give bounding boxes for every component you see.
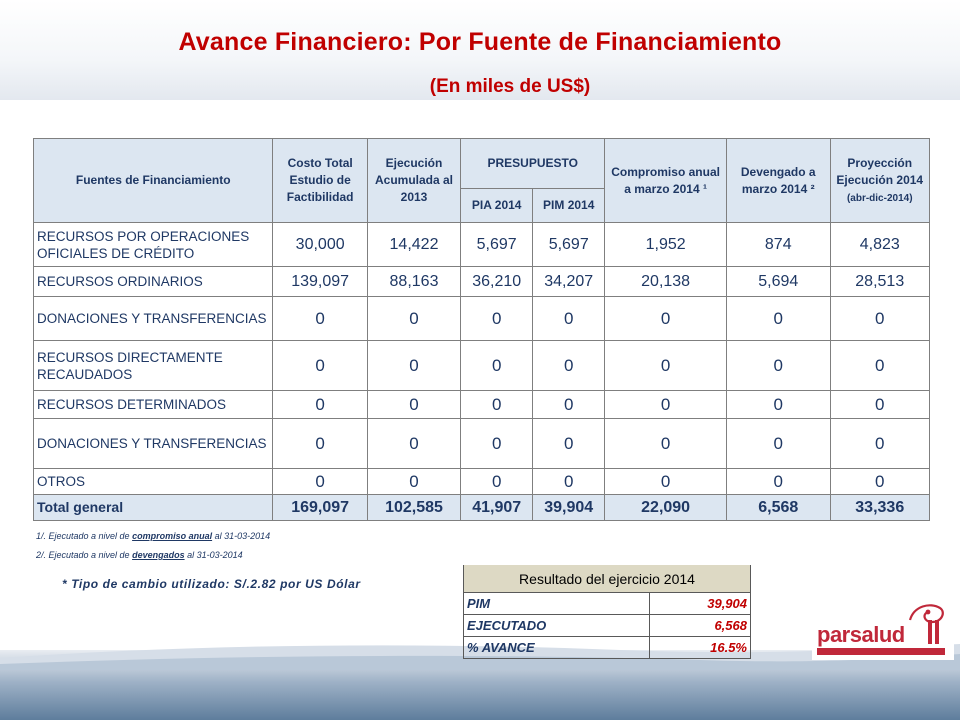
value-cell: 1,952 <box>605 223 727 267</box>
footnote-2-prefix: 2/. Ejecutado a nivel de <box>36 550 133 560</box>
footnote-2-emphasis: devengados <box>132 550 185 560</box>
logo-text: parsalud <box>817 622 905 647</box>
value-cell: 36,210 <box>461 267 533 297</box>
value-cell: 5,694 <box>727 267 831 297</box>
table-header-row <box>34 139 930 189</box>
value-cell: 5,697 <box>533 223 605 267</box>
result-header-row <box>464 565 751 593</box>
value-cell: 874 <box>727 223 831 267</box>
value-cell: 0 <box>727 341 831 391</box>
result-value: 39,904 <box>650 593 751 615</box>
header-ejecucion: Ejecución Acumulada al 2013 <box>367 139 460 223</box>
result-row-pim <box>464 593 751 615</box>
header-fuentes: Fuentes de Financiamiento <box>34 139 273 223</box>
table-row <box>34 223 930 267</box>
result-row-ejecutado <box>464 615 751 637</box>
value-cell: 0 <box>830 341 930 391</box>
page-subtitle: (En miles de US$) <box>429 76 591 97</box>
table-row <box>34 391 930 419</box>
value-cell: 169,097 <box>273 495 367 521</box>
source-cell: RECURSOS POR OPERACIONES OFICIALES DE CRÉDITO <box>34 223 273 267</box>
source-cell: OTROS <box>34 469 273 495</box>
value-cell: 0 <box>461 391 533 419</box>
header-devengado: Devengado a marzo 2014 ² <box>727 139 831 223</box>
result-table <box>463 565 751 659</box>
footnote-2 <box>36 550 243 560</box>
value-cell: 4,823 <box>830 223 930 267</box>
table-body <box>34 223 930 521</box>
table-row <box>34 341 930 391</box>
value-cell: 5,697 <box>461 223 533 267</box>
value-cell: 0 <box>273 341 367 391</box>
value-cell: 0 <box>533 297 605 341</box>
header-presupuesto: PRESUPUESTO <box>461 139 605 189</box>
value-cell: 0 <box>533 469 605 495</box>
value-cell: 0 <box>605 419 727 469</box>
value-cell: 0 <box>830 469 930 495</box>
value-cell: 0 <box>533 341 605 391</box>
source-cell: RECURSOS DIRECTAMENTE RECAUDADOS <box>34 341 273 391</box>
value-cell: 0 <box>605 469 727 495</box>
footnote-1 <box>36 531 270 541</box>
value-cell: 0 <box>605 341 727 391</box>
value-cell: 41,907 <box>461 495 533 521</box>
value-cell: 0 <box>727 391 831 419</box>
source-cell: DONACIONES Y TRANSFERENCIAS <box>34 297 273 341</box>
source-cell: Total general <box>34 495 273 521</box>
footnote-2-suffix: al 31-03-2014 <box>184 550 243 560</box>
header-pim: PIM 2014 <box>533 189 605 223</box>
table-row <box>34 297 930 341</box>
footnote-1-emphasis: compromiso anual <box>132 531 213 541</box>
result-value: 6,568 <box>650 615 751 637</box>
value-cell: 0 <box>830 391 930 419</box>
result-label: EJECUTADO <box>464 615 650 637</box>
header-proyeccion-sub: (abr-dic-2014) <box>846 192 913 204</box>
value-cell: 0 <box>461 419 533 469</box>
value-cell: 0 <box>273 419 367 469</box>
value-cell: 0 <box>830 419 930 469</box>
value-cell: 0 <box>461 341 533 391</box>
footnote-1-prefix: 1/. Ejecutado a nivel de <box>36 531 133 541</box>
table-row <box>34 419 930 469</box>
value-cell: 0 <box>830 297 930 341</box>
value-cell: 0 <box>605 297 727 341</box>
financing-table <box>33 138 930 521</box>
value-cell: 20,138 <box>605 267 727 297</box>
header-proyeccion-sub-text: abr-dic-2014 <box>850 192 910 204</box>
value-cell: 0 <box>367 297 460 341</box>
value-cell: 0 <box>367 341 460 391</box>
value-cell: 102,585 <box>367 495 460 521</box>
value-cell: 0 <box>533 391 605 419</box>
value-cell: 0 <box>367 391 460 419</box>
value-cell: 88,163 <box>367 267 460 297</box>
parsalud-logo <box>812 598 954 660</box>
value-cell: 39,904 <box>533 495 605 521</box>
result-value: 16.5% <box>650 637 751 659</box>
page-title: Avance Financiero: Por Fuente de Financiamiento <box>178 28 782 56</box>
table-row <box>34 267 930 297</box>
value-cell: 33,336 <box>830 495 930 521</box>
value-cell: 0 <box>533 419 605 469</box>
header-costo: Costo Total Estudio de Factibilidad <box>273 139 367 223</box>
result-label: % AVANCE <box>464 637 650 659</box>
header-compromiso: Compromiso anual a marzo 2014 ¹ <box>605 139 727 223</box>
value-cell: 6,568 <box>727 495 831 521</box>
header-proyeccion-label: Proyección Ejecución 2014 <box>836 155 924 187</box>
result-title: Resultado del ejercicio 2014 <box>464 565 751 593</box>
value-cell: 0 <box>605 391 727 419</box>
value-cell: 0 <box>273 469 367 495</box>
result-label: PIM <box>464 593 650 615</box>
header-pia: PIA 2014 <box>461 189 533 223</box>
value-cell: 0 <box>727 469 831 495</box>
value-cell: 0 <box>727 419 831 469</box>
value-cell: 0 <box>461 297 533 341</box>
source-cell: RECURSOS DETERMINADOS <box>34 391 273 419</box>
value-cell: 0 <box>367 469 460 495</box>
footnote-1-suffix: al 31-03-2014 <box>212 531 271 541</box>
value-cell: 30,000 <box>273 223 367 267</box>
value-cell: 14,422 <box>367 223 460 267</box>
logo-tagline-bar <box>817 648 945 655</box>
source-cell: RECURSOS ORDINARIOS <box>34 267 273 297</box>
value-cell: 28,513 <box>830 267 930 297</box>
source-cell: DONACIONES Y TRANSFERENCIAS <box>34 419 273 469</box>
value-cell: 0 <box>273 297 367 341</box>
value-cell: 139,097 <box>273 267 367 297</box>
header-proyeccion <box>830 139 930 223</box>
value-cell: 0 <box>367 419 460 469</box>
value-cell: 0 <box>461 469 533 495</box>
logo-bars <box>926 620 942 644</box>
table-total-row <box>34 495 930 521</box>
value-cell: 0 <box>273 391 367 419</box>
value-cell: 0 <box>727 297 831 341</box>
value-cell: 34,207 <box>533 267 605 297</box>
exchange-rate-note: * Tipo de cambio utilizado: S/.2.82 por US Dólar <box>62 577 361 591</box>
result-row-avance <box>464 637 751 659</box>
value-cell: 22,090 <box>605 495 727 521</box>
table-row <box>34 469 930 495</box>
